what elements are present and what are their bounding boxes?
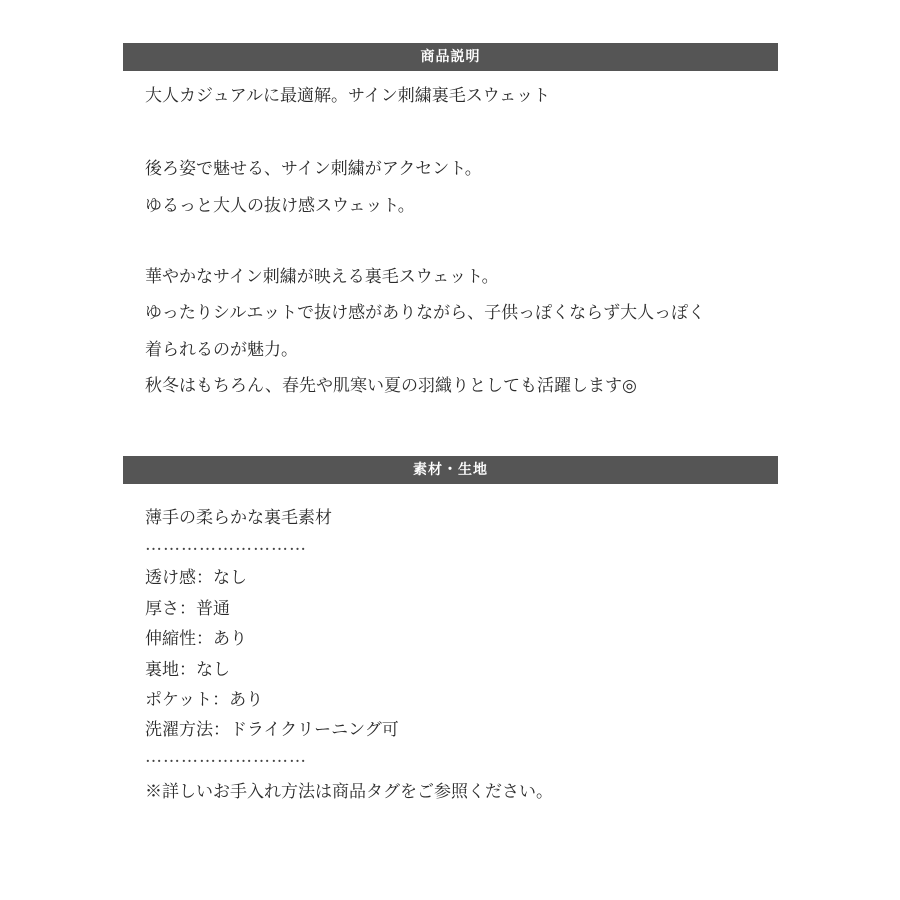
material-spec-line: 裏地：なし [145, 660, 230, 680]
description-line: ゆったりシルエットで抜け感がありながら、子供っぽくならず大人っぽく [145, 303, 706, 323]
description-section-heading: 商品説明 [123, 43, 778, 71]
care-note: ※詳しいお手入れ方法は商品タグをご参照ください。 [145, 782, 553, 802]
material-spec-line: 洗濯方法：ドライクリーニング可 [145, 720, 399, 740]
description-line: 着られるのが魅力。 [145, 340, 298, 360]
description-line: 後ろ姿で魅せる、サイン刺繍がアクセント。 [145, 159, 482, 179]
dotted-separator: ……………………… [145, 535, 307, 555]
material-spec-line: 厚さ：普通 [145, 599, 230, 619]
description-line: ゆるっと大人の抜け感スウェット。 [145, 196, 415, 216]
description-line: 華やかなサイン刺繍が映える裏毛スウェット。 [145, 267, 499, 287]
material-spec-line: ポケット：あり [145, 690, 264, 710]
material-spec-line: 伸縮性：あり [145, 629, 247, 649]
description-line: 秋冬はもちろん、春先や肌寒い夏の羽織りとしても活躍します◎ [145, 376, 637, 396]
material-line: 薄手の柔らかな裏毛素材 [145, 508, 332, 528]
description-line: 大人カジュアルに最適解。サイン刺繍裏毛スウェット [145, 86, 551, 106]
material-section-heading: 素材・生地 [123, 456, 778, 484]
material-spec-line: 透け感：なし [145, 568, 247, 588]
dotted-separator: ……………………… [145, 747, 307, 767]
